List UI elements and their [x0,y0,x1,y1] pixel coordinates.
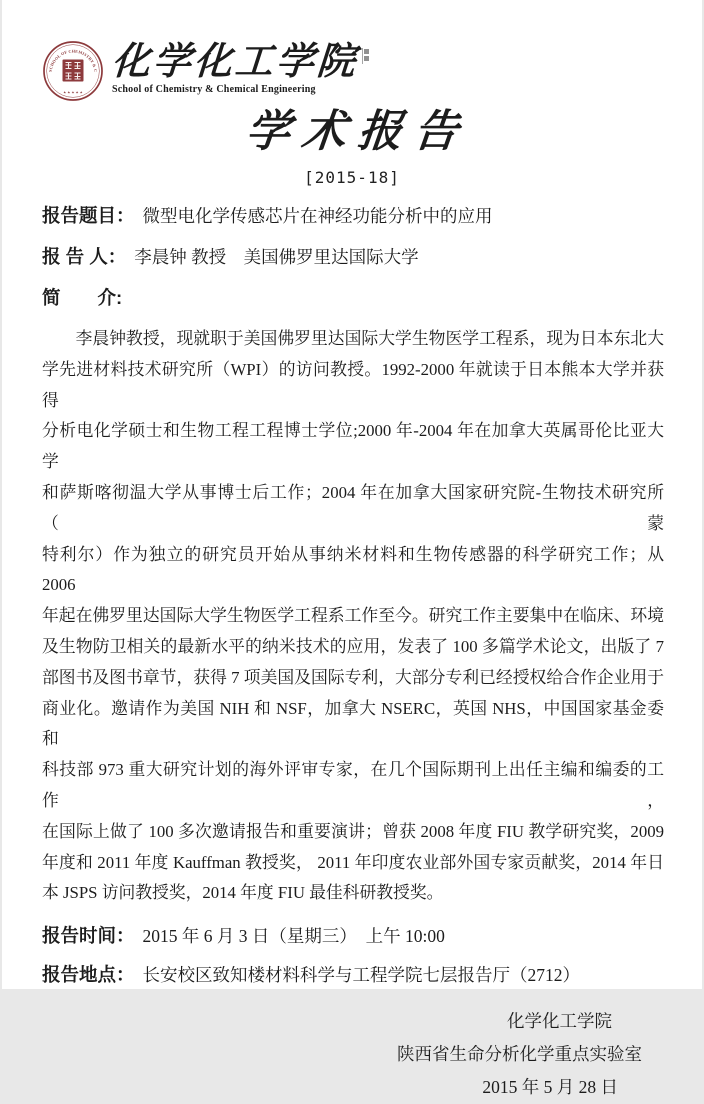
topic-value: 微型电化学传感芯片在神经功能分析中的应用 [142,206,493,226]
intro-label: 简 介: [42,287,123,308]
intro-line: 分析电化学硕士和生物工程工程博士学位;2000 年-2004 年在加拿大英属哥伦比亚大学 [42,421,664,472]
intro-line: 学先进材料技术研究所（WPI）的访问教授。1992-2000 年就读于日本熊本大学并获得 [42,359,664,410]
school-name-cn: 化学化工学院 [110,41,360,83]
intro-line: 部图书及图书章节，获得 7 项美国及国际专利，大部分专利已经授权给合作企业用于 [42,667,664,687]
issue-number: [2015-18] [304,168,400,187]
time-label: 报告时间： [42,925,135,947]
intro-line: 年起在佛罗里达国际大学生物医学工程系工作至今。研究工作主要集中在临床、环境 [42,606,664,626]
school-name-en: School of Chemistry & Chemical Engineering [112,84,316,95]
intro-line: 及生物防卫相关的最新水平的纳米技术的应用，发表了 100 多篇学术论文，出版了 7 [42,636,664,656]
header [2,0,702,102]
signing-lab: 陕西省生命分析化学重点实验室 [397,1044,642,1065]
schedule [42,922,664,987]
intro-line: 特利尔）作为独立的研究员开始从事纳米材料和生物传感器的科学研究工作；从 2006 [42,544,664,595]
field-place [42,961,664,987]
signature-block [42,1005,664,1104]
school-seal-icon [42,40,104,102]
field-speaker [42,243,664,269]
speaker-label: 报 告 人： [42,246,127,267]
signing-org: 化学化工学院 [507,1011,612,1032]
field-time [42,922,664,948]
intro-line: 本 JSPS 访问教授奖，2014 年度 FIU 最佳科研教授奖。 [42,883,444,903]
time-value: 2015 年 6 月 3 日（星期三） 上午 10:00 [142,926,445,947]
intro-line: 科技部 973 重大研究计划的海外评审专家，在几个国际期刊上出任主编和编委的工作， [42,760,664,810]
announcement-page [2,0,702,1098]
seal-stars: ★ ★ ★ ★ ★ [63,90,83,95]
intro-line: 年度和 2011 年度 Kauffman 教授奖， 2011 年印度农业部外国专家贡献奖，2014 年日 [42,852,664,872]
school-brand [112,40,370,95]
page-title: 学术报告 [243,107,473,156]
content [2,202,702,1104]
seal-ring-text: SCHOOL OF CHEMISTRY & C [47,48,99,73]
intro-line: 和萨斯喀彻温大学从事博士后工作；2004 年在加拿大国家研究院-生物技术研究所（蒙 [42,482,664,533]
place-label: 报告地点： [42,964,135,986]
seal-center-stamp [63,60,84,82]
topic-label: 报告题目： [42,205,135,226]
intro-line: 在国际上做了 100 多次邀请报告和重要演讲；曾获 2008 年度 FIU 教学研究奖，2009 [42,821,664,841]
calligraphy-signature-mark [362,48,370,64]
intro-line: 李晨钟教授，现就职于美国佛罗里达国际大学生物医学工程系，现为日本东北大 [75,329,664,348]
speaker-value: 李晨钟 教授 美国佛罗里达国际大学 [134,247,419,267]
place-value: 长安校区致知楼材料科学与工程学院七层报告厅（2712） [142,965,581,986]
introduction-paragraph [42,324,664,909]
signing-date: 2015 年 5 月 28 日 [482,1077,618,1098]
intro-line: 商业化。邀请作为美国 NIH 和 NSF，加拿大 NSERC，英国 NHS，中国国家基金委和 [42,698,664,749]
field-topic [42,202,664,228]
field-intro-heading [42,284,664,310]
